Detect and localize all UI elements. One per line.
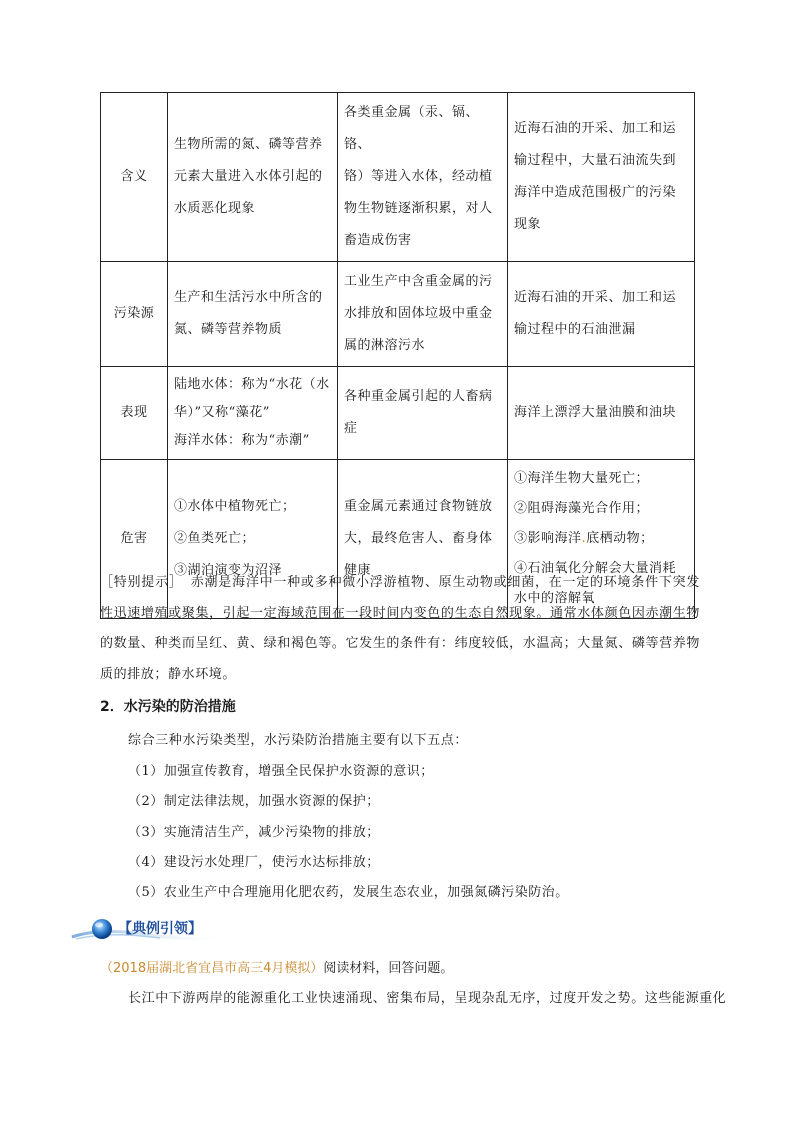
cell-line: ①水体中植物死亡； <box>174 499 296 514</box>
cell-line: ②鱼类死亡； <box>174 531 256 546</box>
cell-line <box>514 524 688 554</box>
table-cell <box>338 367 508 460</box>
list-item: （5）农业生产中合理施用化肥农药，发展生态农业，加强氮磷污染防治。 <box>128 885 569 901</box>
table-cell <box>508 93 695 262</box>
example-paragraph: 长江中下游两岸的能源重化工业快速涌现、密集布局，呈现杂乱无序，过度开发之势。这些能源重化 <box>128 991 727 1006</box>
pollution-comparison-table <box>100 92 695 619</box>
cell-line: 海洋水体：称为“赤潮” <box>174 433 310 448</box>
cell-line: ③湖泊演变为沼泽 <box>174 563 283 578</box>
row-header: 表现 <box>101 367 168 460</box>
table-cell <box>168 367 338 460</box>
cell-line: 输过程中，大量石油流失到 <box>514 153 677 168</box>
cell-text: 底栖动物； <box>586 531 654 546</box>
cell-line: 陆地水体：称为“水花（水 <box>174 377 330 392</box>
cell-line: 水排放和固体垃圾中重金 <box>344 306 493 321</box>
cell-line: 物生物链逐渐积累，对人 <box>344 201 493 216</box>
cell-line: 近海石油的开采、加工和运 <box>514 290 677 305</box>
cell-line: 属的淋溶污水 <box>344 338 426 353</box>
cell-text: ③影响海洋 <box>514 531 582 546</box>
cell-line: 工业生产中含重金属的污 <box>344 274 493 289</box>
tip-label: ［特别提示］ <box>100 575 183 590</box>
example-source-line <box>100 957 453 976</box>
measures-list <box>128 757 569 908</box>
cell-line: ①海洋生物大量死亡； <box>514 471 650 486</box>
list-item: （2）制定法律法规，加强水资源的保护； <box>128 794 380 810</box>
cell-line: 生产和生活污水中所含的 <box>174 290 323 305</box>
cell-line: 元素大量进入水体引起的 <box>174 169 323 184</box>
row-header: 污染源 <box>101 262 168 367</box>
example-source: （2018届湖北省宜昌市高三4月模拟） <box>100 961 324 976</box>
table-cell <box>168 262 338 367</box>
list-item: （1）加强宣传教育，增强全民保护水资源的意识； <box>128 764 434 779</box>
row-header: 危害 <box>101 460 168 619</box>
cell-line: 各类重金属（汞、镉、铬、 <box>344 105 480 152</box>
table-row <box>101 367 695 460</box>
cell-line: 生物所需的氮、磷等营养 <box>174 137 323 152</box>
cell-line: 各种重金属引起的人畜病 <box>344 389 493 404</box>
list-item: （4）建设污水处理厂，使污水达标排放； <box>128 854 380 870</box>
table-cell <box>508 262 695 367</box>
table-row <box>101 93 695 262</box>
special-tip <box>100 568 700 690</box>
cell-line: ④石油氧化分解会大量消耗 <box>514 561 677 576</box>
cell-line: 近海石油的开采、加工和运 <box>514 121 677 136</box>
cell-line: ②阻碍海藻光合作用； <box>514 501 650 516</box>
cell-line: 水中的溶解氧 <box>514 591 596 606</box>
cell-line: 输过程中的石油泄漏 <box>514 322 636 337</box>
cell-line: 重金属元素通过食物链放 <box>344 499 493 514</box>
cell-line: 华）”又称“藻花” <box>174 405 270 420</box>
cell-line: 健康 <box>344 563 372 578</box>
cell-line: 畜造成伤害 <box>344 233 412 248</box>
row-header: 含义 <box>101 93 168 262</box>
table-cell <box>508 367 695 460</box>
cell-line: 水质恶化现象 <box>174 201 256 216</box>
section-intro: 综合三种水污染类型，水污染防治措施主要有以下五点： <box>128 733 469 748</box>
table-cell <box>338 93 508 262</box>
cell-line: 症 <box>344 421 358 436</box>
example-prompt: 阅读材料，回答问题。 <box>323 961 454 976</box>
cell-line: 海洋中造成范围极广的污染 <box>514 185 677 200</box>
cell-line: 大，最终危害人、畜身体 <box>344 531 493 546</box>
table-cell <box>168 93 338 262</box>
cell-line: 铬）等进入水体，经动植 <box>344 169 493 184</box>
section-heading: 2．水污染的防治措施 <box>100 699 236 715</box>
cell-line: 海洋上漂浮大量油膜和油块 <box>514 405 677 420</box>
table-cell <box>338 262 508 367</box>
cell-line: 现象 <box>514 217 542 232</box>
list-item: （3）实施清洁生产，减少污染物的排放； <box>128 824 380 840</box>
table-row <box>101 262 695 367</box>
example-banner-title: 【典例引领】 <box>118 921 202 937</box>
tip-text: 赤潮是海洋中一种或多种微小浮游植物、原生动物或细菌，在一定的环境条件下突发性迅速增殖或聚集，引起一定海域范围在一段时间内变色的生态自然现象。通常水体颜色因赤潮生物的数量、种类而呈红、黄、绿和褐色等。它发生的条件有：纬度较低，水温高；大量氮、磷等营养物质的排放；静水环境。 <box>100 575 700 682</box>
stray-dot: . <box>581 531 587 546</box>
cell-line: 氮、磷等营养物质 <box>174 322 283 337</box>
